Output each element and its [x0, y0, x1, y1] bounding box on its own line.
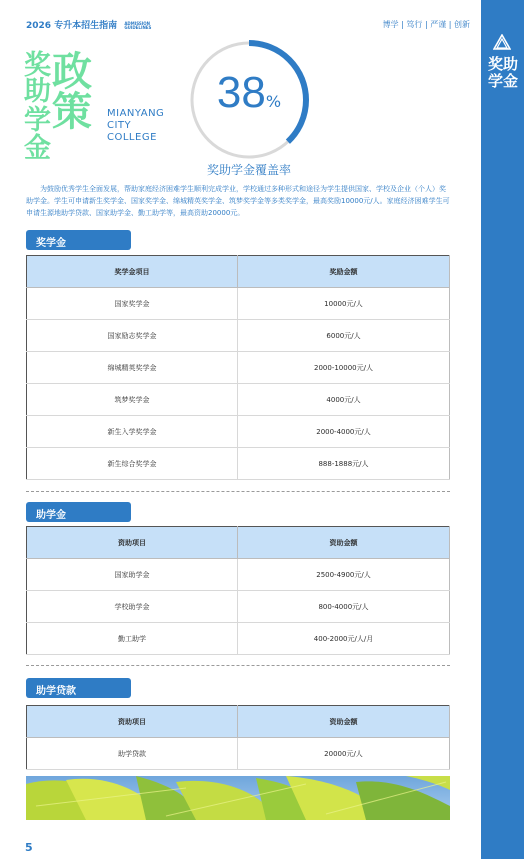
table-row — [27, 591, 450, 623]
coverage-value — [187, 68, 311, 118]
item-name: 国家助学金 — [27, 559, 238, 591]
scholarship-table — [26, 255, 450, 480]
coverage-number: 38 — [216, 68, 266, 117]
college-name — [107, 108, 164, 144]
column-header: 资助金额 — [238, 527, 450, 559]
table-header-row — [27, 527, 450, 559]
intro-paragraph: 为鼓励优秀学生全面发展，帮助家庭经济困难学生顺利完成学业，学校通过多种形式和途径为学生提供国家、学校及企业（个人）奖助学金。学生可申请新生奖学金、国家奖学金、绵城精英奖学金、筑梦奖学金等多类奖学金，最高奖励10000元/人。家庭经济困难学生可申请生源地助学贷款、国家助学金、勤工助学等，最高资助20000元。 — [26, 185, 450, 217]
logo-icon — [493, 34, 511, 50]
item-amount: 4000元/人 — [238, 384, 450, 416]
leaves-photo — [26, 776, 450, 820]
item-amount: 2500-4900元/人 — [238, 559, 450, 591]
item-amount: 2000-10000元/人 — [238, 352, 450, 384]
item-name: 绵城精英奖学金 — [27, 352, 238, 384]
item-amount: 6000元/人 — [238, 320, 450, 352]
item-name: 助学贷款 — [27, 738, 238, 770]
college-line-1: MIANYANG — [107, 108, 165, 119]
item-name: 勤工助学 — [27, 623, 238, 655]
title-char-2: 助 — [24, 76, 51, 107]
table-row — [27, 320, 450, 352]
table-header-row — [27, 706, 450, 738]
item-amount: 20000元/人 — [238, 738, 450, 770]
column-header: 奖学金项目 — [27, 256, 238, 288]
item-amount: 400-2000元/人/月 — [238, 623, 450, 655]
table-row — [27, 559, 450, 591]
section-loan: 助学贷款 — [26, 678, 131, 698]
table-row — [27, 738, 450, 770]
column-header: 资助项目 — [27, 527, 238, 559]
sidebar-title: 奖助学金 — [488, 55, 519, 90]
item-amount: 888-1888元/人 — [238, 448, 450, 480]
item-amount: 800-4000元/人 — [238, 591, 450, 623]
item-name: 新生入学奖学金 — [27, 416, 238, 448]
column-header: 奖励金额 — [238, 256, 450, 288]
item-name: 国家奖学金 — [27, 288, 238, 320]
table-row — [27, 623, 450, 655]
item-name: 筑梦奖学金 — [27, 384, 238, 416]
section-divider — [26, 665, 450, 666]
table-row — [27, 448, 450, 480]
motto: 博学 | 笃行 | 严谨 | 创新 — [382, 20, 470, 29]
item-name: 学校助学金 — [27, 591, 238, 623]
column-header: 资助项目 — [27, 706, 238, 738]
section-scholarship: 奖学金 — [26, 230, 131, 250]
coverage-unit: % — [265, 92, 282, 111]
policy-title-graphic — [24, 49, 104, 172]
title-char-4: 金 — [24, 133, 51, 164]
item-name: 国家励志奖学金 — [27, 320, 238, 352]
table-row — [27, 352, 450, 384]
title-char-6: 策 — [52, 89, 92, 135]
table-row — [27, 384, 450, 416]
side-banner — [481, 0, 524, 859]
guide-title: 2026 专升本招生指南 — [26, 21, 118, 31]
item-amount: 2000-4000元/人 — [238, 416, 450, 448]
guide-subtitle — [124, 22, 151, 30]
college-line-2: CITY — [107, 120, 132, 131]
title-char-1: 奖 — [24, 50, 51, 81]
item-name: 新生综合奖学金 — [27, 448, 238, 480]
table-header-row — [27, 256, 450, 288]
guide-subtitle-line2: GUIDELINES — [124, 24, 152, 30]
column-header: 资助金额 — [238, 706, 450, 738]
grant-table — [26, 526, 450, 655]
section-divider — [26, 491, 450, 492]
college-line-3: COLLEGE — [107, 132, 157, 143]
page-number: 5 — [25, 841, 33, 854]
table-row — [27, 416, 450, 448]
title-char-3: 学 — [24, 105, 51, 136]
guide-header — [26, 18, 151, 31]
item-amount: 10000元/人 — [238, 288, 450, 320]
table-row — [27, 288, 450, 320]
guide-subtitle-line1: ADMISSION — [124, 20, 151, 26]
loan-table — [26, 705, 450, 770]
title-char-5: 政 — [52, 49, 92, 95]
coverage-label: 奖助学金覆盖率 — [206, 163, 291, 177]
section-grant: 助学金 — [26, 502, 131, 522]
